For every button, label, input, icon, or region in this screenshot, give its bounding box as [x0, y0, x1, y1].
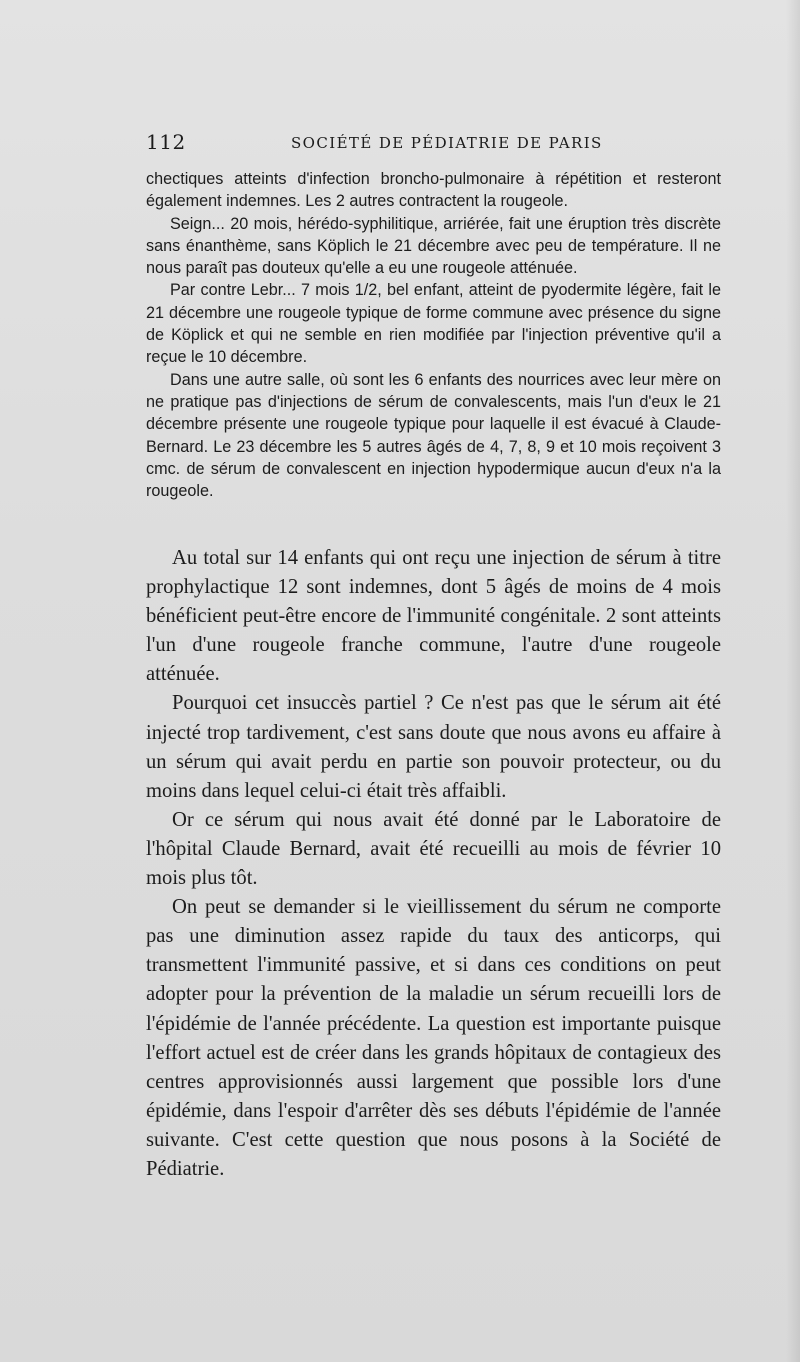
main-text-section — [146, 544, 721, 1184]
small-print-section — [146, 168, 721, 502]
page-number: 112 — [146, 130, 186, 154]
paragraph-other-room: Dans une autre salle, où sont les 6 enfants des nourrices avec leur mère on ne pratique pas d'injections de sérum de convalescents, mais l'un d'eux le 21 décembre présente une rougeole typique pour laquelle il est évacué à Claude-Bernard. Le 23 décembre les 5 autres âgés de 4, 7, 8, 9 et 10 mois reçoivent 3 cmc. de sérum de convalescent en injection hypodermique aucun d'eux n'a la rougeole. — [146, 370, 721, 501]
page-edge-shadow — [786, 0, 800, 1362]
running-title: SOCIÉTÉ DE PÉDIATRIE DE PARIS — [291, 134, 603, 152]
paragraph-continuation: chectiques atteints d'infection broncho-pulmonaire à répétition et resteront également indemnes. Les 2 autres contractent la rougeole. — [146, 170, 721, 211]
paragraph-partial-failure: Pourquoi cet insuccès partiel ? Ce n'est pas que le sérum ait été injecté trop tardivement, c'est sans doute que nous avons eu affaire à un sérum qui avait perdu en partie son pouvoir protecteur, ou du moins dans lequel celui-ci était très affaibli. — [146, 692, 721, 802]
paragraph-serum-origin: Or ce sérum qui nous avait été donné par le Laboratoire de l'hôpital Claude Bernard, avait été recueilli au mois de février 10 mois plus tôt. — [146, 808, 721, 890]
paragraph-case-seign: Seign... 20 mois, hérédo-syphilitique, arriérée, fait une éruption très discrète sans énanthème, sans Köplich le 21 décembre avec peu de température. Il ne nous paraît pas douteux qu'elle a eu une rougeole atténuée. — [146, 214, 721, 278]
paragraph-summary: Au total sur 14 enfants qui ont reçu une injection de sérum à titre prophylactique 12 sont indemnes, dont 5 âgés de moins de 4 mois bénéficient peut-être encore de l'immunité congénitale. 2 sont atteints l'un d'une rougeole franche commune, l'autre d'une rougeole atténuée. — [146, 547, 721, 686]
page-header — [146, 130, 716, 160]
paragraph-case-lebr: Par contre Lebr... 7 mois 1/2, bel enfant, atteint de pyodermite légère, fait le 21 décembre une rougeole typique de forme commune avec présence du signe de Köplick et qui ne semble en rien modifiée par l'injection préventive qu'il a reçue le 10 décembre. — [146, 281, 721, 367]
paragraph-question: On peut se demander si le vieillissement du sérum ne comporte pas une diminution assez rapide du taux des anticorps, qui transmettent l'immunité passive, et si dans ces conditions on peut adopter pour la prévention de la maladie un sérum recueilli lors de l'épidémie de l'année précédente. La question est importante puisque l'effort actuel est de créer dans les grands hôpitaux de contagieux des centres approvisionnés aussi largement que possible lors d'une épidémie, dans l'espoir d'arrêter dès ses débuts l'épidémie de l'année suivante. C'est cette question que nous posons à la Société de Pédiatrie. — [146, 896, 721, 1180]
